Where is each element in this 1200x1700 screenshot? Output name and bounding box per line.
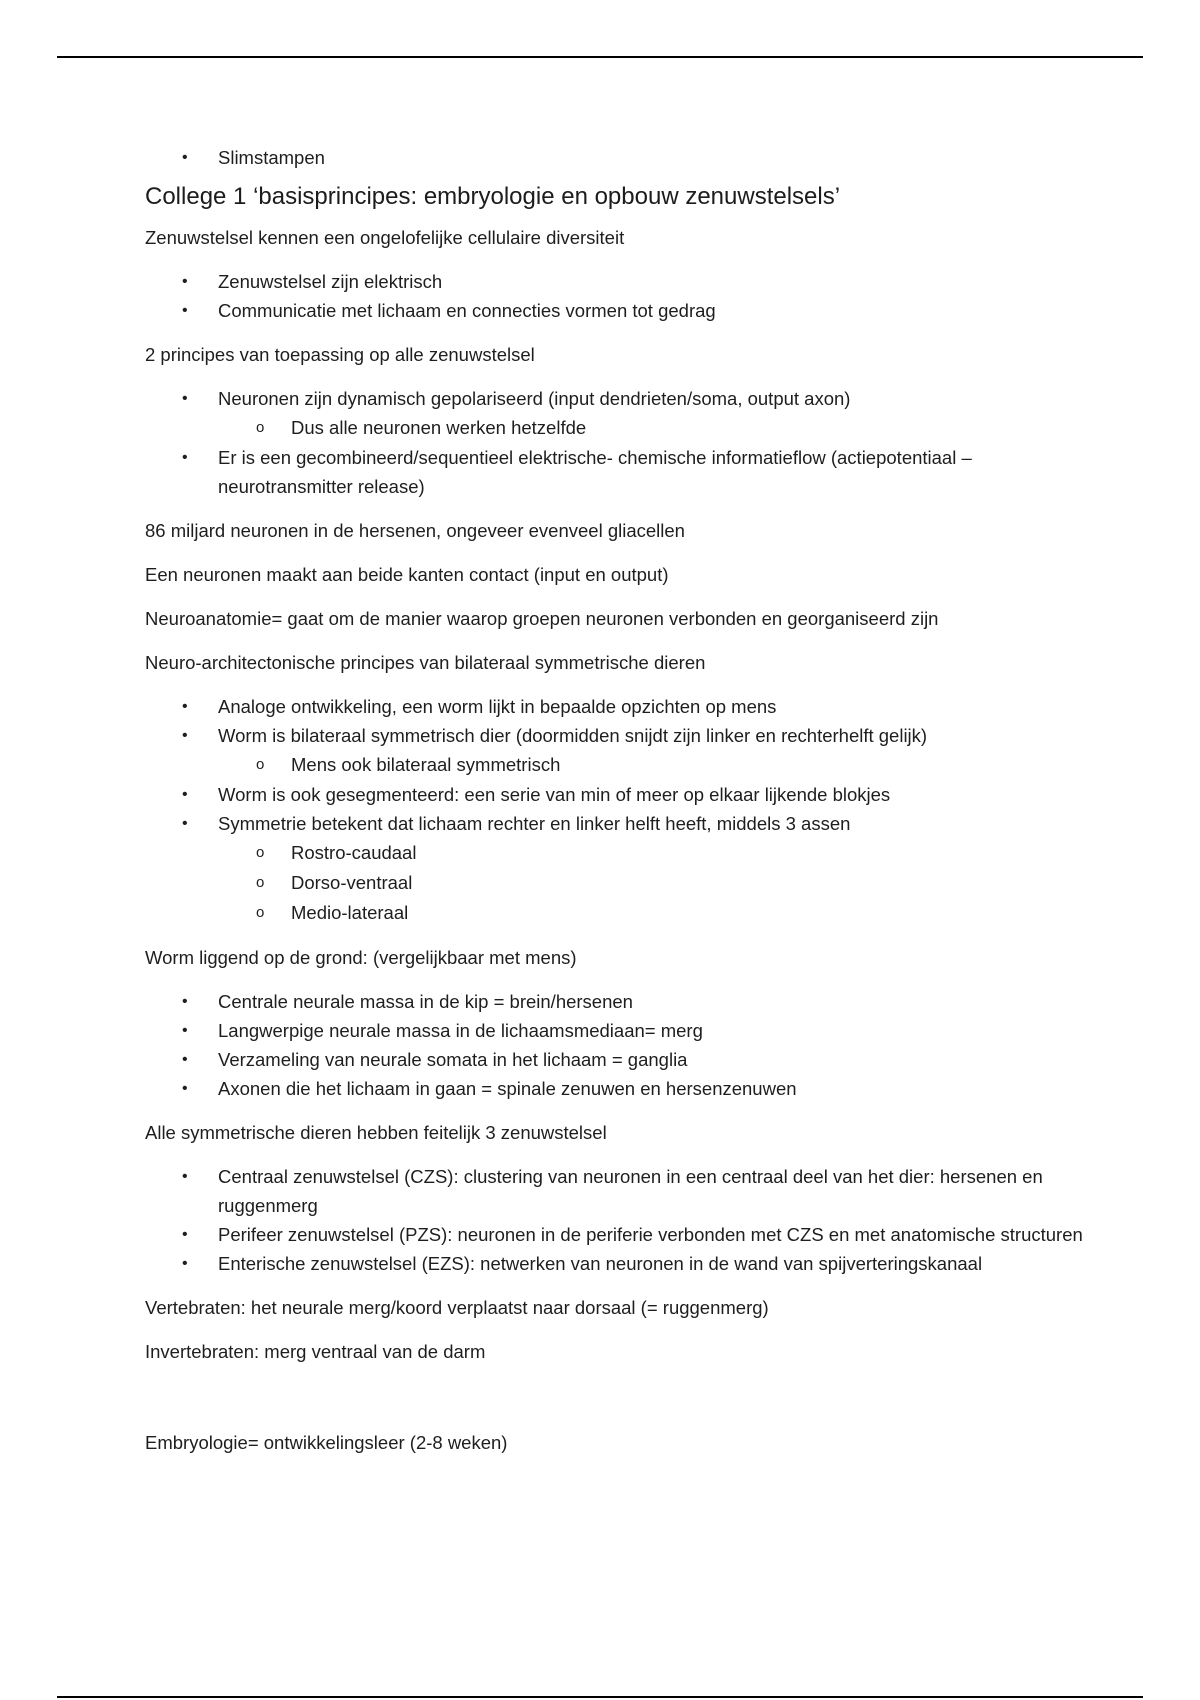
- list-item: • Neuronen zijn dynamisch gepolariseerd (input dendrieten/soma, output axon) o Dus alle neuronen werken hetzelfde: [145, 384, 1085, 443]
- list-item: • Symmetrie betekent dat lichaam rechter en linker helft heeft, middels 3 assen o Rostro-caudaal o Dorso-ventraal o Medio-lateraal: [145, 809, 1085, 928]
- bullet-icon: •: [182, 1080, 188, 1097]
- paragraph: Een neuronen maakt aan beide kanten contact (input en output): [145, 564, 669, 585]
- bullet-list: [145, 692, 1085, 928]
- list-item: • Centrale neurale massa in de kip = brein/hersenen: [145, 987, 1085, 1016]
- list-item: • Communicatie met lichaam en connecties vormen tot gedrag: [145, 296, 1085, 325]
- blank-line: [145, 1381, 1085, 1428]
- paragraph: Invertebraten: merg ventraal van de darm: [145, 1341, 486, 1362]
- bullet-icon: •: [182, 815, 188, 832]
- page-title: College 1 ‘basisprincipes: embryologie en opbouw zenuwstelsels’: [145, 183, 841, 210]
- sub-list: [218, 750, 1085, 780]
- bullet-icon: •: [182, 1255, 188, 1272]
- list-item: • Axonen die het lichaam in gaan = spinale zenuwen en hersenzenuwen: [145, 1074, 1085, 1103]
- circle-bullet-icon: o: [256, 419, 265, 436]
- bullet-list: [145, 384, 1085, 501]
- bullet-icon: •: [182, 698, 188, 715]
- list-item: • Verzameling van neurale somata in het lichaam = ganglia: [145, 1045, 1085, 1074]
- paragraph: 2 principes van toepassing op alle zenuwstelsel: [145, 344, 535, 365]
- paragraph: 86 miljard neuronen in de hersenen, ongeveer evenveel gliacellen: [145, 520, 685, 541]
- list-item: • Centraal zenuwstelsel (CZS): clustering van neuronen in een centraal deel van het dier: hersenen en ruggenmerg: [145, 1162, 1085, 1220]
- header-rule: [57, 56, 1143, 58]
- bullet-list: [145, 267, 1085, 325]
- bullet-icon: •: [182, 727, 188, 744]
- list-item: • Worm is bilateraal symmetrisch dier (doormidden snijdt zijn linker en rechterhelft gelijk) o Mens ook bilateraal symmetrisch: [145, 721, 1085, 780]
- sub-list-item: o Rostro-caudaal: [218, 838, 1085, 868]
- bullet-icon: •: [182, 1168, 188, 1185]
- paragraph: Embryologie= ontwikkelingsleer (2-8 weken): [145, 1432, 508, 1453]
- bullet-icon: •: [182, 273, 188, 290]
- paragraph: Alle symmetrische dieren hebben feitelijk 3 zenuwstelsel: [145, 1122, 607, 1143]
- bullet-icon: •: [182, 1226, 188, 1243]
- list-item: • Perifeer zenuwstelsel (PZS): neuronen in de periferie verbonden met CZS en met anatomische structuren: [145, 1220, 1085, 1249]
- list-item: • Er is een gecombineerd/sequentieel elektrische- chemische informatieflow (actiepotentiaal – neurotransmitter release): [145, 443, 1085, 501]
- circle-bullet-icon: o: [256, 844, 265, 861]
- circle-bullet-icon: o: [256, 904, 265, 921]
- sub-list-item: o Medio-lateraal: [218, 898, 1085, 928]
- paragraph: Vertebraten: het neurale merg/koord verplaatst naar dorsaal (= ruggenmerg): [145, 1297, 769, 1318]
- sub-list-item: o Dus alle neuronen werken hetzelfde: [218, 413, 1085, 443]
- sub-list-item: o Mens ook bilateraal symmetrisch: [218, 750, 1085, 780]
- bullet-icon: •: [182, 449, 188, 466]
- bullet-list: [145, 1162, 1085, 1278]
- list-item: • Langwerpige neurale massa in de lichaamsmediaan= merg: [145, 1016, 1085, 1045]
- bullet-icon: •: [182, 302, 188, 319]
- list-item: • Worm is ook gesegmenteerd: een serie van min of meer op elkaar lijkende blokjes: [145, 780, 1085, 809]
- intro-list: [145, 143, 1085, 172]
- paragraph: Neuroanatomie= gaat om de manier waarop groepen neuronen verbonden en georganiseerd zijn: [145, 608, 939, 629]
- list-item: • Enterische zenuwstelsel (EZS): netwerken van neuronen in de wand van spijverteringskanaal: [145, 1249, 1085, 1278]
- sub-list-item: o Dorso-ventraal: [218, 868, 1085, 898]
- bullet-icon: •: [182, 149, 188, 166]
- sub-list: [218, 838, 1085, 928]
- circle-bullet-icon: o: [256, 874, 265, 891]
- bullet-icon: •: [182, 390, 188, 407]
- bullet-list: [145, 987, 1085, 1103]
- footer-rule: [57, 1696, 1143, 1698]
- bullet-icon: •: [182, 993, 188, 1010]
- document-body: [145, 143, 1085, 1472]
- paragraph: Worm liggend op de grond: (vergelijkbaar met mens): [145, 947, 577, 968]
- paragraph: Neuro-architectonische principes van bilateraal symmetrische dieren: [145, 652, 706, 673]
- list-item: • Analoge ontwikkeling, een worm lijkt in bepaalde opzichten op mens: [145, 692, 1085, 721]
- list-item: • Zenuwstelsel zijn elektrisch: [145, 267, 1085, 296]
- bullet-icon: •: [182, 786, 188, 803]
- bullet-icon: •: [182, 1051, 188, 1068]
- paragraph: Zenuwstelsel kennen een ongelofelijke cellulaire diversiteit: [145, 227, 625, 248]
- sub-list: [218, 413, 1085, 443]
- list-item: • Slimstampen: [145, 143, 1085, 172]
- circle-bullet-icon: o: [256, 756, 265, 773]
- bullet-icon: •: [182, 1022, 188, 1039]
